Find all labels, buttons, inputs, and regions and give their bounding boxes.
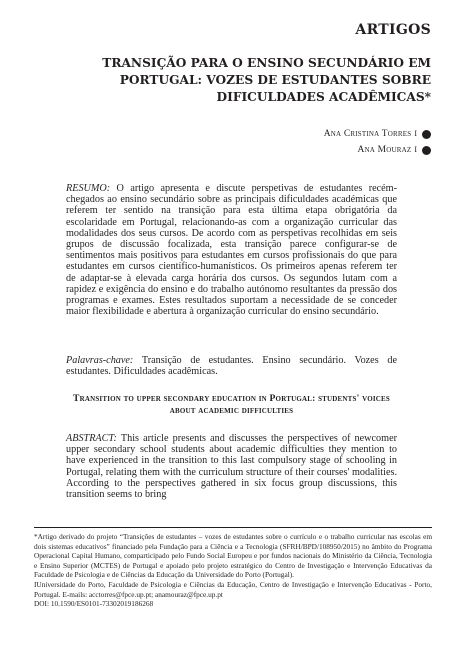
footnotes: [34, 532, 432, 609]
abstract-text: This article presents and discusses the perspectives of newcomer upper secondary school students about academic difficulties they mention to have experienced in the transition to this last compulsory stage of schooling in Portugal, relating them with the curriculum structure of their courses' modalities. According to the perspectives gathered in six focus group discussions, this transition seems to bring: [66, 433, 397, 501]
resumo-text: O artigo apresenta e discute perspetivas de estudantes recém-chegados ao ensino secundário sobre as principais dificuldades académicas que referem ter sentido na transição para esta última etapa obrigatória da escolaridade em Portugal, relacionando-as com a organização curricular das modalidades dos seus cursos. De acordo com as perspetivas recolhidas em seis grupos de discussão focalizada, esta transição parece configurar-se de sentimentos mais positivos para estudantes em cursos profissionais do que para estudantes em cursos científico-humanísticos. Os primeiros apenas referem ter de adaptar-se à elevada carga horária dos cursos. Os segundos lutam com a rapidez e exigência do ensino e do trabalho autónomo resultantes da pressão dos programas e exames. Estes resultados suportam a necessidade de se conceder maior flexibilidade e abertura à organização curricular do ensino secundário.: [66, 183, 397, 318]
author-list: [324, 126, 431, 158]
keywords-label: Palavras-chave:: [66, 355, 134, 366]
keywords-paragraph: [66, 355, 397, 377]
orcid-icon[interactable]: [422, 130, 431, 139]
abstract-label: ABSTRACT:: [66, 433, 117, 444]
footnote-affiliation: IUniversidade do Porto, Faculdade de Psicologia e Ciências da Educação, Centro de Investigação e Intervenção Educativas - Porto, Portugal. E-mails: acctorres@fpce.up.pt; anamouraz@fpce.up.pt: [34, 579, 432, 599]
author-entry: [324, 126, 431, 142]
article-title: TRANSIÇÃO PARA O ENSINO SECUNDÁRIO EM PORTUGAL: VOZES DE ESTUDANTES SOBRE DIFICULDADES ACADÊMICAS*: [102, 56, 431, 104]
abstract-paragraph: [66, 433, 397, 500]
footnote-funding: *Artigo derivado do projeto “Transições de estudantes – vozes de estudantes sobre o currículo e o trabalho curricular nas escolas em dois sistemas educativos” financiado pela Fundação para a Ciência e a Tecnologia (SFRH/BPD/108950/2015) no âmbito do Programa Operacional Capital Humano, comparticipado pelo Fundo Social Europeu e por fundos nacionais do Ministério da Ciência, Tecnologia e Ensino Superior (MCTES) de Portugal e apoiado pelo projeto estratégico do Centro de Investigação e Intervenção Educativas da Faculdade de Psicologia e de Ciências da Educação da Universidade do Porto (Portugal).: [34, 532, 432, 580]
doi-line[interactable]: DOI: 10.1590/ES0101-73302019186268: [34, 599, 154, 609]
affiliation-mark: I: [414, 129, 417, 138]
author-name: Ana Cristina Torres: [323, 129, 412, 139]
section-label: ARTIGOS: [355, 22, 431, 38]
resumo-label: RESUMO:: [66, 183, 111, 194]
footnote-divider: [34, 527, 432, 528]
resumo-paragraph: [66, 183, 397, 317]
keywords-text: Transição de estudantes. Ensino secundário. Vozes de estudantes. Dificuldades acadêmicas.: [66, 355, 397, 378]
affiliation-mark: I: [414, 145, 417, 154]
author-name: Ana Mouraz: [357, 145, 412, 155]
english-title: Transition to upper secondary education in Portugal: students' voices about academic difficulties: [72, 393, 391, 416]
author-entry: [324, 142, 431, 158]
orcid-icon[interactable]: [422, 146, 431, 155]
